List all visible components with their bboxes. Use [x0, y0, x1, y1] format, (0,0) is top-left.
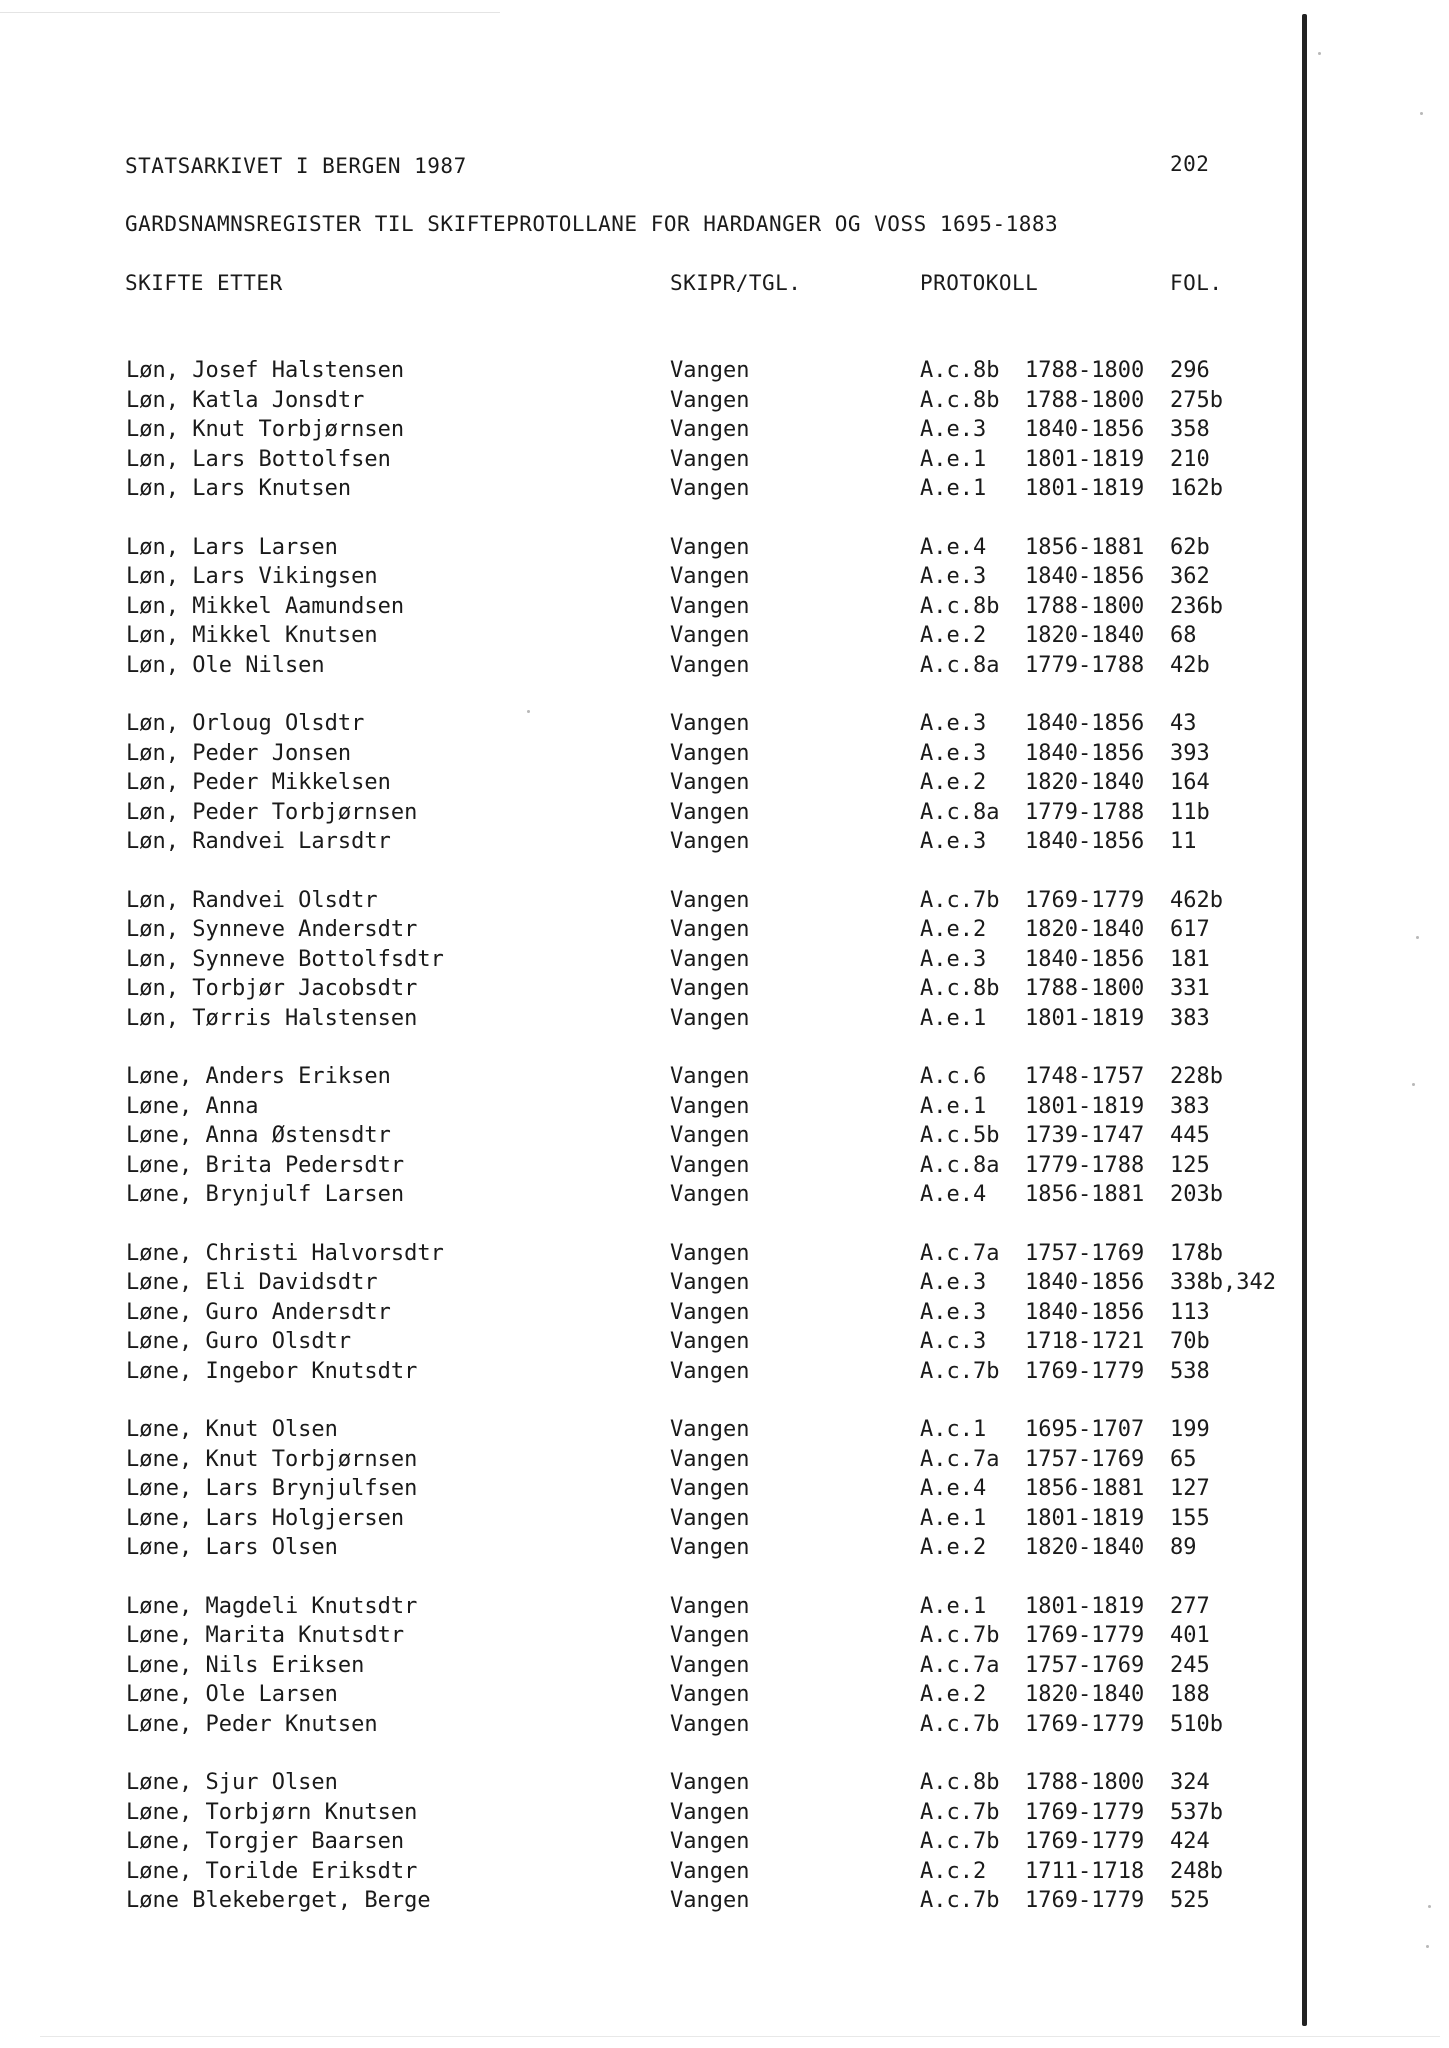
- register-row: [0, 445, 1449, 475]
- entry-skipr: Vangen: [670, 1888, 750, 1913]
- entry-skipr: Vangen: [670, 1711, 750, 1737]
- entry-years: 1840-1856: [1025, 946, 1145, 972]
- entry-folio: 462b: [1170, 887, 1223, 913]
- register-row: [0, 1827, 1449, 1857]
- scan-speck: [1318, 52, 1321, 55]
- entry-skipr: Vangen: [670, 1270, 750, 1295]
- register-row: [0, 1415, 1449, 1445]
- entry-skipr: Vangen: [670, 711, 750, 736]
- entry-protocol: A.e.2: [920, 917, 987, 942]
- entry-years: 1840-1856: [1025, 1270, 1145, 1295]
- entry-skipr: Vangen: [670, 1093, 750, 1119]
- register-row: [0, 1710, 1449, 1740]
- entry-skipr: Vangen: [670, 1240, 750, 1266]
- entry-protocol: A.e.1: [920, 1093, 987, 1119]
- entry-folio: 275b: [1170, 387, 1223, 413]
- register-row: [0, 386, 1449, 416]
- entry-name: Løne, Torbjørn Knutsen: [126, 1799, 418, 1825]
- entry-group: [0, 1768, 1449, 1916]
- entry-years: 1718-1721: [1025, 1329, 1145, 1354]
- entry-protocol: A.c.7b: [920, 1623, 1000, 1648]
- entry-folio: 62b: [1170, 534, 1210, 560]
- scan-edge-bottom: [40, 2036, 1440, 2037]
- entry-protocol: A.c.7a: [920, 1652, 1000, 1678]
- entry-years: 1769-1779: [1025, 1888, 1145, 1913]
- register-row: [0, 768, 1449, 798]
- entry-skipr: Vangen: [670, 476, 750, 501]
- entry-name: Løne, Torgjer Baarsen: [126, 1829, 405, 1854]
- entry-folio: 236b: [1170, 593, 1223, 619]
- entry-years: 1695-1707: [1025, 1417, 1145, 1442]
- entry-years: 1856-1881: [1025, 1182, 1145, 1207]
- entry-skipr: Vangen: [670, 358, 750, 383]
- entry-name: Løne, Sjur Olsen: [126, 1770, 338, 1795]
- register-row: [0, 1504, 1449, 1534]
- entry-protocol: A.e.4: [920, 534, 987, 560]
- column-header-folio: FOL.: [1170, 271, 1223, 295]
- register-row: [0, 1798, 1449, 1828]
- entry-skipr: Vangen: [670, 387, 750, 413]
- entry-protocol: A.c.7b: [920, 1799, 1000, 1825]
- entry-name: Løne, Eli Davidsdtr: [126, 1270, 378, 1295]
- entry-folio: 188: [1170, 1682, 1210, 1707]
- entry-years: 1820-1840: [1025, 917, 1145, 942]
- entry-name: Løne, Lars Olsen: [126, 1535, 338, 1560]
- entry-years: 1840-1856: [1025, 740, 1145, 766]
- entry-name: Løne, Christi Halvorsdtr: [126, 1240, 444, 1266]
- entry-protocol: A.c.8b: [920, 976, 1000, 1001]
- entry-name: Løn, Lars Larsen: [126, 534, 338, 560]
- entry-years: 1779-1788: [1025, 1152, 1145, 1178]
- entry-group: [0, 886, 1449, 1034]
- entry-skipr: Vangen: [670, 1858, 750, 1884]
- entry-protocol: A.c.8b: [920, 387, 1000, 413]
- register-row: [0, 592, 1449, 622]
- entry-folio: 617: [1170, 917, 1210, 942]
- register-row: [0, 1857, 1449, 1887]
- entry-skipr: Vangen: [670, 1152, 750, 1178]
- entry-skipr: Vangen: [670, 1329, 750, 1354]
- entry-folio: 70b: [1170, 1329, 1210, 1354]
- entry-name: Løn, Randvei Olsdtr: [126, 887, 378, 913]
- entry-years: 1769-1779: [1025, 1623, 1145, 1648]
- entry-years: 1739-1747: [1025, 1123, 1145, 1148]
- entry-group: [0, 1062, 1449, 1210]
- entry-skipr: Vangen: [670, 1505, 750, 1531]
- entry-name: Løn, Josef Halstensen: [126, 358, 405, 383]
- entry-folio: 324: [1170, 1770, 1210, 1795]
- entry-protocol: A.c.5b: [920, 1123, 1000, 1148]
- entry-name: Løne, Anders Eriksen: [126, 1064, 391, 1089]
- entry-name: Løn, Torbjør Jacobsdtr: [126, 976, 418, 1001]
- entry-folio: 538: [1170, 1358, 1210, 1384]
- register-row: [0, 1621, 1449, 1651]
- register-row: [0, 1474, 1449, 1504]
- entry-years: 1840-1856: [1025, 564, 1145, 589]
- entry-folio: 203b: [1170, 1182, 1223, 1207]
- entry-years: 1769-1779: [1025, 1799, 1145, 1825]
- entry-folio: 228b: [1170, 1064, 1223, 1089]
- entry-folio: 393: [1170, 740, 1210, 766]
- entry-skipr: Vangen: [670, 829, 750, 854]
- entry-protocol: A.e.3: [920, 1270, 987, 1295]
- entry-skipr: Vangen: [670, 799, 750, 825]
- entry-protocol: A.c.8b: [920, 358, 1000, 383]
- register-row: [0, 827, 1449, 857]
- entry-name: Løne, Knut Torbjørnsen: [126, 1446, 418, 1472]
- entry-years: 1779-1788: [1025, 652, 1145, 678]
- entry-protocol: A.e.1: [920, 1005, 987, 1031]
- entry-years: 1711-1718: [1025, 1858, 1145, 1884]
- entry-group: [0, 1592, 1449, 1740]
- entry-name: Løn, Tørris Halstensen: [126, 1005, 418, 1031]
- entry-years: 1820-1840: [1025, 623, 1145, 648]
- entry-protocol: A.e.1: [920, 476, 987, 501]
- entry-protocol: A.c.7b: [920, 887, 1000, 913]
- entry-protocol: A.e.3: [920, 564, 987, 589]
- entry-years: 1801-1819: [1025, 1593, 1145, 1619]
- register-row: [0, 1592, 1449, 1622]
- register-row: [0, 709, 1449, 739]
- register-row: [0, 739, 1449, 769]
- register-row: [0, 1680, 1449, 1710]
- register-row: [0, 915, 1449, 945]
- entry-name: Løn, Mikkel Aamundsen: [126, 593, 405, 619]
- entry-skipr: Vangen: [670, 1652, 750, 1678]
- register-row: [0, 974, 1449, 1004]
- register-row: [0, 886, 1449, 916]
- register-row: [0, 1327, 1449, 1357]
- entry-name: Løn, Lars Vikingsen: [126, 564, 378, 589]
- entry-folio: 162b: [1170, 476, 1223, 501]
- entry-protocol: A.e.3: [920, 829, 987, 854]
- entry-skipr: Vangen: [670, 1682, 750, 1707]
- register-row: [0, 1357, 1449, 1387]
- register-row: [0, 651, 1449, 681]
- entry-protocol: A.c.2: [920, 1858, 987, 1884]
- register-row: [0, 1268, 1449, 1298]
- entry-skipr: Vangen: [670, 1593, 750, 1619]
- entry-name: Løn, Lars Knutsen: [126, 476, 352, 501]
- entry-years: 1788-1800: [1025, 1770, 1145, 1795]
- entry-years: 1820-1840: [1025, 1535, 1145, 1560]
- entry-folio: 68: [1170, 623, 1197, 648]
- entry-folio: 362: [1170, 564, 1210, 589]
- entry-name: Løn, Katla Jonsdtr: [126, 387, 365, 413]
- entry-name: Løne, Guro Andersdtr: [126, 1299, 391, 1325]
- entry-years: 1801-1819: [1025, 1505, 1145, 1531]
- entry-folio: 510b: [1170, 1711, 1223, 1737]
- register-row: [0, 1180, 1449, 1210]
- entry-protocol: A.e.4: [920, 1182, 987, 1207]
- entry-name: Løne, Magdeli Knutsdtr: [126, 1593, 418, 1619]
- archive-heading: STATSARKIVET I BERGEN 1987: [125, 154, 467, 178]
- entry-group: [0, 1415, 1449, 1563]
- column-header-protocol: PROTOKOLL: [920, 271, 1039, 295]
- entry-name: Løne, Ole Larsen: [126, 1682, 338, 1707]
- entry-folio: 125: [1170, 1152, 1210, 1178]
- entry-protocol: A.c.7b: [920, 1888, 1000, 1913]
- entry-skipr: Vangen: [670, 446, 750, 472]
- register-row: [0, 1768, 1449, 1798]
- register-row: [0, 1121, 1449, 1151]
- entry-name: Løne, Brita Pedersdtr: [126, 1152, 405, 1178]
- entry-protocol: A.e.3: [920, 1299, 987, 1325]
- entry-name: Løn, Knut Torbjørnsen: [126, 417, 405, 442]
- entry-name: Løne, Guro Olsdtr: [126, 1329, 352, 1354]
- entry-skipr: Vangen: [670, 1446, 750, 1472]
- entry-years: 1820-1840: [1025, 1682, 1145, 1707]
- register-row: [0, 415, 1449, 445]
- entry-folio: 199: [1170, 1417, 1210, 1442]
- entry-name: Løn, Peder Jonsen: [126, 740, 352, 766]
- entry-years: 1757-1769: [1025, 1446, 1145, 1472]
- entry-years: 1801-1819: [1025, 1093, 1145, 1119]
- entry-name: Løne, Ingebor Knutsdtr: [126, 1358, 418, 1384]
- register-row: [0, 474, 1449, 504]
- register-row: [0, 1092, 1449, 1122]
- entry-name: Løne, Anna: [126, 1093, 259, 1119]
- entry-group: [0, 709, 1449, 857]
- entry-folio: 11: [1170, 829, 1197, 854]
- entry-years: 1788-1800: [1025, 976, 1145, 1001]
- entry-protocol: A.e.3: [920, 740, 987, 766]
- entry-name: Løne, Marita Knutsdtr: [126, 1623, 405, 1648]
- entry-protocol: A.c.7b: [920, 1358, 1000, 1384]
- entry-years: 1769-1779: [1025, 887, 1145, 913]
- column-header-skipr: SKIPR/TGL.: [670, 271, 802, 295]
- entry-skipr: Vangen: [670, 534, 750, 560]
- entry-skipr: Vangen: [670, 1535, 750, 1560]
- entry-protocol: A.e.2: [920, 1682, 987, 1707]
- entry-folio: 181: [1170, 946, 1210, 972]
- entry-protocol: A.e.3: [920, 417, 987, 442]
- entry-skipr: Vangen: [670, 1358, 750, 1384]
- entry-protocol: A.c.7b: [920, 1711, 1000, 1737]
- register-row: [0, 621, 1449, 651]
- entry-skipr: Vangen: [670, 1799, 750, 1825]
- register-row: [0, 798, 1449, 828]
- register-row: [0, 945, 1449, 975]
- entry-group: [0, 1239, 1449, 1387]
- entry-years: 1779-1788: [1025, 799, 1145, 825]
- entry-folio: 401: [1170, 1623, 1210, 1648]
- register-row: [0, 1445, 1449, 1475]
- entry-skipr: Vangen: [670, 740, 750, 766]
- scan-speck: [1420, 112, 1423, 115]
- entry-skipr: Vangen: [670, 976, 750, 1001]
- entry-skipr: Vangen: [670, 417, 750, 442]
- entry-skipr: Vangen: [670, 917, 750, 942]
- entry-name: Løn, Peder Torbjørnsen: [126, 799, 418, 825]
- entry-protocol: A.e.1: [920, 1505, 987, 1531]
- page-number: 202: [1170, 152, 1210, 176]
- entry-name: Løn, Randvei Larsdtr: [126, 829, 391, 854]
- entry-folio: 155: [1170, 1505, 1210, 1531]
- entry-folio: 537b: [1170, 1799, 1223, 1825]
- entry-skipr: Vangen: [670, 1123, 750, 1148]
- entry-name: Løn, Ole Nilsen: [126, 652, 325, 678]
- entry-name: Løn, Mikkel Knutsen: [126, 623, 378, 648]
- entry-skipr: Vangen: [670, 623, 750, 648]
- register-row: [0, 1886, 1449, 1916]
- entry-protocol: A.e.2: [920, 770, 987, 795]
- entry-skipr: Vangen: [670, 1829, 750, 1854]
- entry-protocol: A.e.2: [920, 623, 987, 648]
- entry-folio: 383: [1170, 1005, 1210, 1031]
- column-header-name: SKIFTE ETTER: [125, 271, 283, 295]
- entry-name: Løne Blekeberget, Berge: [126, 1888, 431, 1913]
- entry-folio: 89: [1170, 1535, 1197, 1560]
- entry-name: Løne, Lars Holgjersen: [126, 1505, 405, 1531]
- entry-folio: 43: [1170, 711, 1197, 736]
- entry-skipr: Vangen: [670, 770, 750, 795]
- register-row: [0, 1651, 1449, 1681]
- entry-years: 1820-1840: [1025, 770, 1145, 795]
- entry-name: Løn, Lars Bottolfsen: [126, 446, 391, 472]
- entry-folio: 11b: [1170, 799, 1210, 825]
- entry-skipr: Vangen: [670, 887, 750, 913]
- entry-folio: 248b: [1170, 1858, 1223, 1884]
- entry-protocol: A.c.7a: [920, 1240, 1000, 1266]
- entry-folio: 210: [1170, 446, 1210, 472]
- entry-name: Løne, Lars Brynjulfsen: [126, 1476, 418, 1501]
- entry-protocol: A.c.6: [920, 1064, 987, 1089]
- register-title: GARDSNAMNSREGISTER TIL SKIFTEPROTOLLANE FOR HARDANGER OG VOSS 1695-1883: [125, 212, 1059, 236]
- entry-years: 1840-1856: [1025, 829, 1145, 854]
- register-row: [0, 1298, 1449, 1328]
- entry-years: 1840-1856: [1025, 711, 1145, 736]
- register-row: [0, 356, 1449, 386]
- entry-folio: 358: [1170, 417, 1210, 442]
- scan-speck: [1426, 1945, 1429, 1948]
- entry-name: Løne, Peder Knutsen: [126, 1711, 378, 1737]
- entry-years: 1769-1779: [1025, 1829, 1145, 1854]
- entry-protocol: A.e.2: [920, 1535, 987, 1560]
- entry-protocol: A.c.7b: [920, 1829, 1000, 1854]
- entry-group: [0, 356, 1449, 504]
- entry-protocol: A.e.3: [920, 946, 987, 972]
- register-row: [0, 1062, 1449, 1092]
- entry-name: Løne, Brynjulf Larsen: [126, 1182, 405, 1207]
- entry-skipr: Vangen: [670, 1064, 750, 1089]
- entry-skipr: Vangen: [670, 1299, 750, 1325]
- entry-name: Løn, Peder Mikkelsen: [126, 770, 391, 795]
- entry-folio: 127: [1170, 1476, 1210, 1501]
- entry-years: 1856-1881: [1025, 534, 1145, 560]
- entry-protocol: A.c.8a: [920, 652, 1000, 678]
- entry-protocol: A.e.3: [920, 711, 987, 736]
- entry-skipr: Vangen: [670, 1476, 750, 1501]
- entry-name: Løn, Synneve Bottolfsdtr: [126, 946, 444, 972]
- entry-folio: 331: [1170, 976, 1210, 1001]
- entry-protocol: A.e.1: [920, 1593, 987, 1619]
- entry-protocol: A.c.8b: [920, 593, 1000, 619]
- entry-name: Løn, Synneve Andersdtr: [126, 917, 418, 942]
- register-row: [0, 1533, 1449, 1563]
- scan-edge-top: [0, 12, 500, 13]
- entry-folio: 424: [1170, 1829, 1210, 1854]
- entry-skipr: Vangen: [670, 652, 750, 678]
- entry-years: 1801-1819: [1025, 1005, 1145, 1031]
- entry-skipr: Vangen: [670, 1005, 750, 1031]
- entry-protocol: A.e.4: [920, 1476, 987, 1501]
- entry-protocol: A.c.8b: [920, 1770, 1000, 1795]
- entry-folio: 113: [1170, 1299, 1210, 1325]
- register-row: [0, 1239, 1449, 1269]
- entry-years: 1856-1881: [1025, 1476, 1145, 1501]
- entry-years: 1769-1779: [1025, 1358, 1145, 1384]
- entry-protocol: A.c.7a: [920, 1446, 1000, 1472]
- entry-years: 1840-1856: [1025, 1299, 1145, 1325]
- entry-protocol: A.c.8a: [920, 799, 1000, 825]
- register-row: [0, 1004, 1449, 1034]
- entry-folio: 525: [1170, 1888, 1210, 1913]
- entry-years: 1801-1819: [1025, 476, 1145, 501]
- entry-skipr: Vangen: [670, 1182, 750, 1207]
- register-row: [0, 1151, 1449, 1181]
- entry-years: 1801-1819: [1025, 446, 1145, 472]
- entry-group: [0, 533, 1449, 681]
- entry-years: 1769-1779: [1025, 1711, 1145, 1737]
- entry-name: Løne, Anna Østensdtr: [126, 1123, 391, 1148]
- entry-folio: 383: [1170, 1093, 1210, 1119]
- entry-skipr: Vangen: [670, 564, 750, 589]
- entry-years: 1788-1800: [1025, 593, 1145, 619]
- entry-years: 1748-1757: [1025, 1064, 1145, 1089]
- entry-folio: 277: [1170, 1593, 1210, 1619]
- entry-skipr: Vangen: [670, 593, 750, 619]
- entry-skipr: Vangen: [670, 1770, 750, 1795]
- entry-years: 1757-1769: [1025, 1240, 1145, 1266]
- entry-folio: 445: [1170, 1123, 1210, 1148]
- entry-folio: 65: [1170, 1446, 1197, 1472]
- entry-name: Løn, Orloug Olsdtr: [126, 711, 365, 736]
- entry-folio: 296: [1170, 358, 1210, 383]
- entry-folio: 42b: [1170, 652, 1210, 678]
- entry-years: 1788-1800: [1025, 387, 1145, 413]
- entry-protocol: A.c.8a: [920, 1152, 1000, 1178]
- entry-skipr: Vangen: [670, 1417, 750, 1442]
- entry-name: Løne, Torilde Eriksdtr: [126, 1858, 418, 1884]
- entry-folio: 164: [1170, 770, 1210, 795]
- entry-name: Løne, Knut Olsen: [126, 1417, 338, 1442]
- entry-folio: 178b: [1170, 1240, 1223, 1266]
- register-row: [0, 562, 1449, 592]
- entry-years: 1788-1800: [1025, 358, 1145, 383]
- entry-folio: 338b,342: [1170, 1270, 1276, 1295]
- entry-skipr: Vangen: [670, 946, 750, 972]
- entry-folio: 245: [1170, 1652, 1210, 1678]
- entry-protocol: A.e.1: [920, 446, 987, 472]
- entry-skipr: Vangen: [670, 1623, 750, 1648]
- entry-years: 1840-1856: [1025, 417, 1145, 442]
- entry-name: Løne, Nils Eriksen: [126, 1652, 365, 1678]
- entry-years: 1757-1769: [1025, 1652, 1145, 1678]
- register-row: [0, 533, 1449, 563]
- entry-protocol: A.c.3: [920, 1329, 987, 1354]
- register-entries: [0, 356, 1449, 1945]
- entry-protocol: A.c.1: [920, 1417, 987, 1442]
